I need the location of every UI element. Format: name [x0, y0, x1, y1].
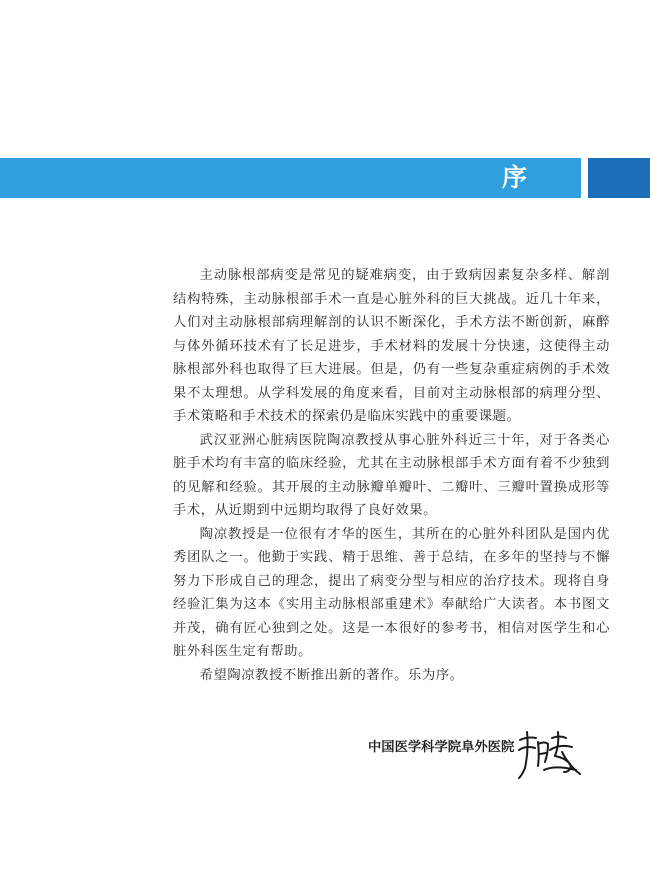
preface-body — [173, 264, 610, 687]
page-title: 序 — [502, 163, 528, 192]
paragraph-2: 武汉亚洲心脏病医院陶凉教授从事心脏外科近三十年，对于各类心脏手术均有丰富的临床经验，尤其在主动脉根部手术方面有着不少独到的见解和经验。其开展的主动脉瓣单瓣叶、二瓣叶、三瓣叶置换成形等手术，从近期到中远期均取得了良好效果。 — [173, 432, 610, 518]
signature-block — [368, 726, 608, 786]
handwritten-signature — [514, 726, 584, 782]
title-banner — [0, 158, 581, 198]
paragraph-1: 主动脉根部病变是常见的疑难病变，由于致病因素复杂多样、解剖结构特殊，主动脉根部手术一直是心脏外科的巨大挑战。近几十年来，人们对主动脉根部病理解剖的认识不断深化，手术方法不断创新，麻醉与体外循环技术有了长足进步，手术材料的发展十分快速，这使得主动脉根部外科也取得了巨大进展。但是，仍有一些复杂重症病例的手术效果不太理想。从学科发展的角度来看，目前对主动脉根部的病理分型、手术策略和手术技术的探索仍是临床实践中的重要课题。 — [173, 268, 610, 424]
banner-tab-block — [588, 158, 650, 198]
paragraph-3: 陶凉教授是一位很有才华的医生，其所在的心脏外科团队是国内优秀团队之一。他勤于实践、精于思维、善于总结，在多年的坚持与不懈努力下形成自己的理念，提出了病变分型与相应的治疗技术。现将自身经验汇集为这本《实用主动脉根部重建术》奉献给广大读者。本书图文并茂，确有匠心独到之处。这是一本很好的参考书，相信对医学生和心脏外科医生定有帮助。 — [173, 526, 610, 659]
signature-organization: 中国医学科学院阜外医院 — [368, 740, 515, 755]
paragraph-4: 希望陶凉教授不断推出新的著作。乐为序。 — [199, 667, 464, 683]
